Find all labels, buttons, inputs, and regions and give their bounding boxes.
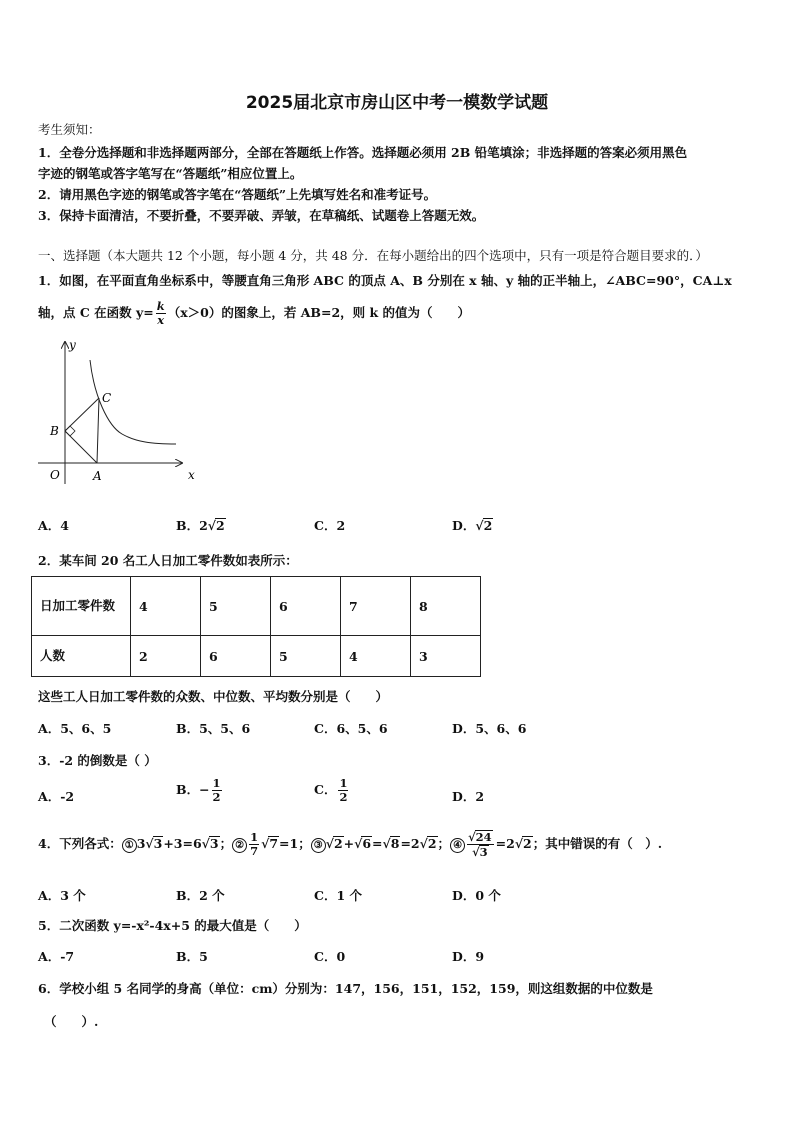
q1-option-d-text: D．	[452, 518, 476, 533]
label-y: y	[69, 338, 76, 352]
sqrt-sign: √	[207, 518, 216, 533]
q5-stem: 5．二次函数 y=-x²-4x+5 的最大值是（ ）	[38, 918, 307, 933]
sqrt-sign: √	[261, 836, 270, 851]
notice-item: 2．请用黑色字迹的钢笔或答字笔在“答题纸”上先填写姓名和准考证号。	[38, 187, 437, 202]
q2-option-c: C．6、5、6	[314, 721, 388, 736]
q3-option-c	[314, 777, 350, 804]
notice-heading: 考生须知：	[38, 122, 101, 137]
q4-stem	[38, 830, 662, 859]
table-cell: 6	[271, 577, 341, 636]
q3-option-a: A．-2	[38, 789, 75, 804]
frac-den: 7	[250, 844, 259, 858]
q1-option-b	[176, 516, 226, 534]
q4-radicand: 2	[523, 836, 532, 851]
q1-option-c: C．2	[314, 518, 346, 533]
table-cell: 8	[411, 577, 481, 636]
label-o: O	[50, 468, 60, 482]
label-a: A	[93, 469, 102, 483]
table-cell: 4	[341, 636, 411, 677]
table-row	[32, 636, 481, 677]
q4-marker-3: ③	[311, 838, 326, 853]
q2-table	[31, 576, 481, 677]
q4-marker-1: ①	[122, 838, 137, 853]
table-cell: 7	[341, 577, 411, 636]
segment-ca	[97, 398, 99, 463]
right-angle-mark	[65, 426, 75, 436]
q4-option-c: C．1 个	[314, 888, 362, 903]
sqrt-sign: √	[419, 836, 428, 851]
q1-option-d	[452, 516, 493, 534]
table-header-cell: 日加工零件数	[32, 577, 131, 636]
frac-num: √24	[468, 830, 492, 844]
sqrt-sign: √	[201, 836, 210, 851]
q4-radicand: 6	[362, 836, 372, 851]
q3-option-b	[176, 777, 224, 804]
table-cell: 5	[201, 577, 271, 636]
table-cell: 4	[131, 577, 201, 636]
q1-frac-den: x	[157, 313, 165, 327]
q4-expr: 3	[136, 836, 146, 851]
q4-radicand: 3	[209, 836, 219, 851]
q5-option-d: D．9	[452, 949, 485, 964]
q1-line2-pre: 轴，点 C 在函数 y=	[38, 305, 154, 320]
sqrt-sign: √	[325, 836, 334, 851]
q1-figure	[32, 336, 202, 486]
q2-option-a: A．5、6、5	[38, 721, 112, 736]
sqrt-sign: √	[514, 836, 524, 851]
q4-pre: 4．下列各式：	[38, 836, 122, 851]
section-heading: 一、选择题（本大题共 12 个小题，每小题 4 分，共 48 分．在每小题给出的四个选项中，只有一项是符合题目要求的．）	[38, 248, 708, 263]
q4-sep: ；	[219, 836, 233, 851]
q1-line2	[38, 300, 470, 327]
q4-radicand: 7	[269, 836, 279, 851]
q3-option-d: D．2	[452, 789, 485, 804]
q3-option-b-text: B．−	[176, 782, 210, 797]
label-c: C	[102, 391, 112, 405]
sqrt-sign: √	[475, 518, 484, 533]
q3-option-b-fraction	[212, 777, 222, 804]
q4-radicand: 8	[390, 836, 400, 851]
q4-expr: =2	[400, 836, 420, 851]
q4-fraction	[467, 830, 494, 859]
sqrt-sign: √	[354, 836, 363, 851]
q1-fraction	[156, 300, 166, 327]
q2-stem: 2．某车间 20 名工人日加工零件数如表所示：	[38, 553, 298, 568]
sqrt-sign: √	[382, 836, 391, 851]
q1-option-a: A．4	[38, 518, 69, 533]
table-header-cell: 人数	[32, 636, 131, 677]
q5-option-b: B．5	[176, 949, 208, 964]
q4-radicand: 2	[333, 836, 343, 851]
frac-den: 2	[212, 790, 221, 804]
q4-radicand: 3	[479, 845, 488, 859]
q4-post: ；其中错误的有（ ）.	[532, 836, 663, 851]
q3-option-c-text: C．	[314, 782, 337, 797]
frac-num: 1	[212, 776, 221, 790]
q4-expr: +3=6	[163, 836, 202, 851]
q4-expr: +	[343, 836, 355, 851]
frac-num: 1	[250, 830, 259, 844]
q5-option-a: A．-7	[38, 949, 75, 964]
q4-marker-2: ②	[232, 838, 247, 853]
q5-option-c: C．0	[314, 949, 346, 964]
q1-frac-num: k	[156, 299, 165, 313]
notice-item: 3．保持卡面清洁，不要折叠，不要弄破、弄皱，在草稿纸、试题卷上答题无效。	[38, 208, 485, 223]
label-x: x	[188, 468, 195, 482]
table-cell: 6	[201, 636, 271, 677]
q1-option-b-radicand: 2	[215, 518, 225, 533]
q1-line1: 1．如图，在平面直角坐标系中，等腰直角三角形 ABC 的顶点 A、B 分别在 x 轴、y 轴的正半轴上，∠ABC=90°，CA⊥x	[38, 273, 732, 288]
q4-radicand: 3	[153, 836, 163, 851]
table-cell: 3	[411, 636, 481, 677]
q6-continuation: （ ）.	[44, 1014, 99, 1029]
q4-marker-4: ④	[450, 838, 465, 853]
q4-fraction	[249, 831, 259, 858]
q1-option-b-text: B．2	[176, 518, 208, 533]
table-cell: 2	[131, 636, 201, 677]
table-cell: 5	[271, 636, 341, 677]
frac-den: 2	[339, 790, 348, 804]
table-row	[32, 577, 481, 636]
q3-stem: 3．-2 的倒数是（ ）	[38, 753, 157, 768]
q4-option-d: D．0 个	[452, 888, 501, 903]
q2-option-b: B．5、5、6	[176, 721, 251, 736]
q4-option-b: B．2 个	[176, 888, 225, 903]
q1-option-d-radicand: 2	[483, 518, 493, 533]
q4-expr: =1；	[279, 836, 311, 851]
sqrt-sign: √	[145, 836, 154, 851]
q4-sep: ；	[437, 836, 451, 851]
page-title: 2025届北京市房山区中考一模数学试题	[245, 93, 549, 113]
q3-option-c-fraction	[338, 777, 348, 804]
notice-item: 1．全卷分选择题和非选择题两部分，全部在答题纸上作答。选择题必须用 2B 铅笔填涂；非选择题的答案必须用黑色	[38, 145, 688, 160]
q4-option-a: A．3 个	[38, 888, 86, 903]
q4-radicand: 24	[475, 830, 492, 844]
q6-stem: 6．学校小组 5 名同学的身高（单位：cm）分别为：147，156，151，152，159，则这组数据的中位数是	[38, 981, 653, 996]
q1-line2-post: （x＞0）的图象上，若 AB=2，则 k 的值为（ ）	[167, 305, 471, 320]
notice-item: 字迹的钢笔或答字笔写在“答题纸”相应位置上。	[38, 166, 303, 181]
q2-option-d: D．5、6、6	[452, 721, 527, 736]
q2-after: 这些工人日加工零件数的众数、中位数、平均数分别是（ ）	[38, 689, 389, 704]
frac-num: 1	[339, 776, 348, 790]
q4-radicand: 2	[427, 836, 437, 851]
label-b: B	[50, 424, 59, 438]
frac-den: √3	[472, 845, 488, 859]
q4-expr: =	[372, 836, 383, 851]
q4-expr: =2	[495, 836, 515, 851]
